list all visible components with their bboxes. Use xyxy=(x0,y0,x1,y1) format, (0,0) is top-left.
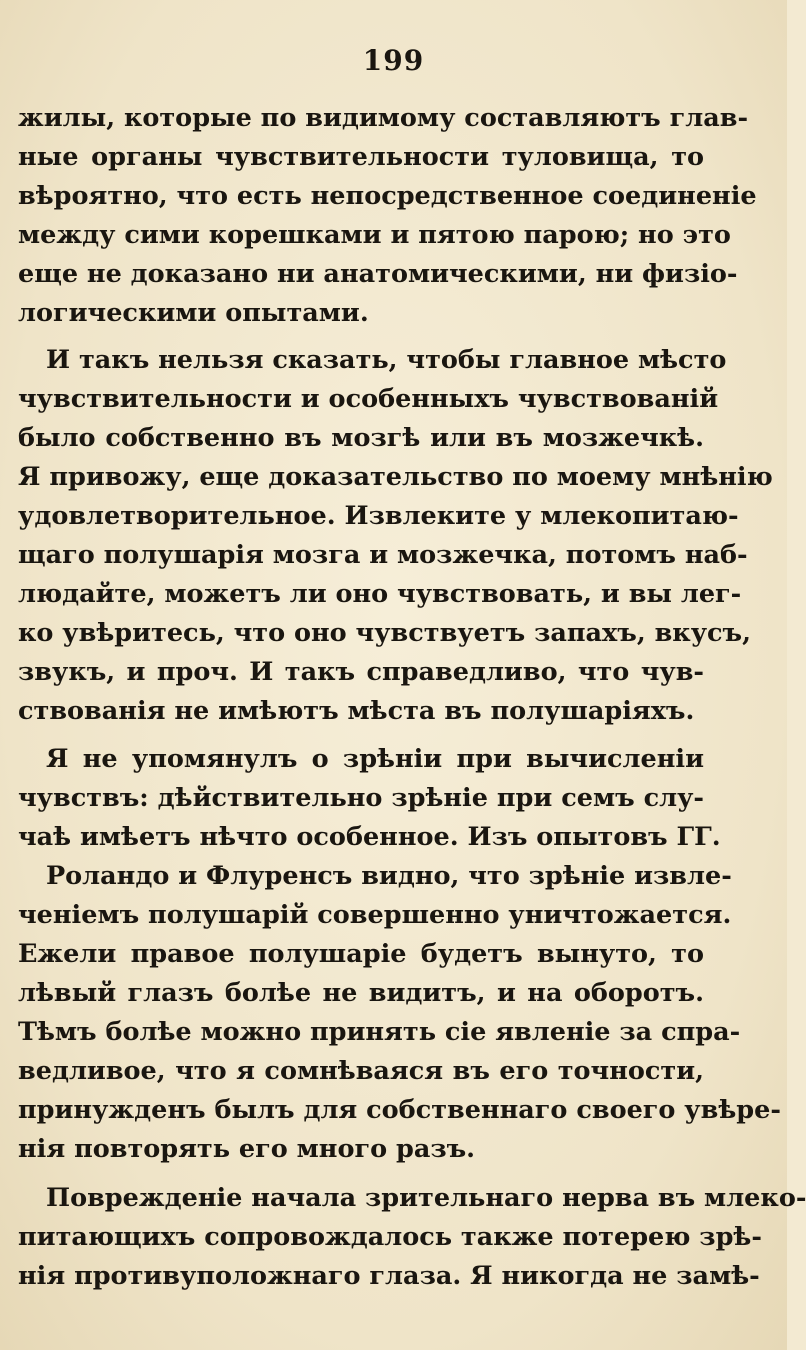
text-line: ствованiя не имѣютъ мѣста въ полушарiяхъ. xyxy=(18,696,695,726)
text-line: ко увѣритесь, что оно чувствуетъ запахъ, вкусъ, xyxy=(18,618,752,648)
text-line: И такъ нельзя сказать, чтобы главное мѣсто xyxy=(46,345,727,375)
text-line: чувствъ: дѣйствительно зрѣнiе при семъ слу- xyxy=(18,783,704,813)
text-line: вѣроятно, что есть непосредственное соединенiе xyxy=(18,181,757,211)
text-line: звукъ, и проч. И такъ справедливо, что чув- xyxy=(18,657,704,687)
text-line: принужденъ былъ для собственнаго своего увѣре- xyxy=(18,1095,781,1125)
page-number: 199 xyxy=(362,44,425,77)
text-line: ные органы чувствительности туловища, то xyxy=(18,142,704,172)
text-line: было собственно въ мозгѣ или въ мозжечкѣ. xyxy=(18,423,704,453)
text-line: Я не упомянулъ о зрѣнiи при вычисленiи xyxy=(46,744,704,774)
text-line: ченiемъ полушарiй совершенно уничтожается. xyxy=(18,900,732,930)
text-line: Я привожу, еще доказательство по моему мнѣнiю xyxy=(18,462,773,492)
text-line: чаѣ имѣетъ нѣчто особенное. Изъ опытовъ ГГ. xyxy=(18,822,721,852)
text-line: щаго полушарiя мозга и мозжечка, потомъ наб- xyxy=(18,540,748,570)
text-line: удовлетворительное. Извлеките у млекопитаю- xyxy=(18,501,739,531)
text-line: питающихъ сопровождалось также потерею зрѣ- xyxy=(18,1222,762,1252)
text-line: жилы, которые по видимому составляютъ глав- xyxy=(18,103,749,133)
text-line: Поврежденiе начала зрительнаго нерва въ млеко- xyxy=(46,1183,806,1213)
text-line: между сими корешками и пятою парою; но это xyxy=(18,220,731,250)
text-line: логическими опытами. xyxy=(18,298,369,328)
text-line: лѣвый глазъ болѣе не видитъ, и на оборотъ. xyxy=(18,978,704,1008)
text-line: еще не доказано ни анатомическими, ни физiо- xyxy=(18,259,738,289)
text-line: Роландо и Флуренсъ видно, что зрѣнiе извле- xyxy=(46,861,732,891)
text-line: ведливое, что я сомнѣваяся въ его точности, xyxy=(18,1056,704,1086)
text-line: Тѣмъ болѣе можно принять сiе явленiе за спра- xyxy=(18,1017,741,1047)
text-line: Ежели правое полушарiе будетъ вынуто, то xyxy=(18,939,704,969)
text-line: людайте, можетъ ли оно чувствовать, и вы лег- xyxy=(18,579,742,609)
text-line: нiя повторять его много разъ. xyxy=(18,1134,476,1164)
text-line: чувствительности и особенныхъ чувствованiй xyxy=(18,384,719,414)
text-line: нiя противуположнаго глаза. Я никогда не замѣ- xyxy=(18,1261,760,1291)
